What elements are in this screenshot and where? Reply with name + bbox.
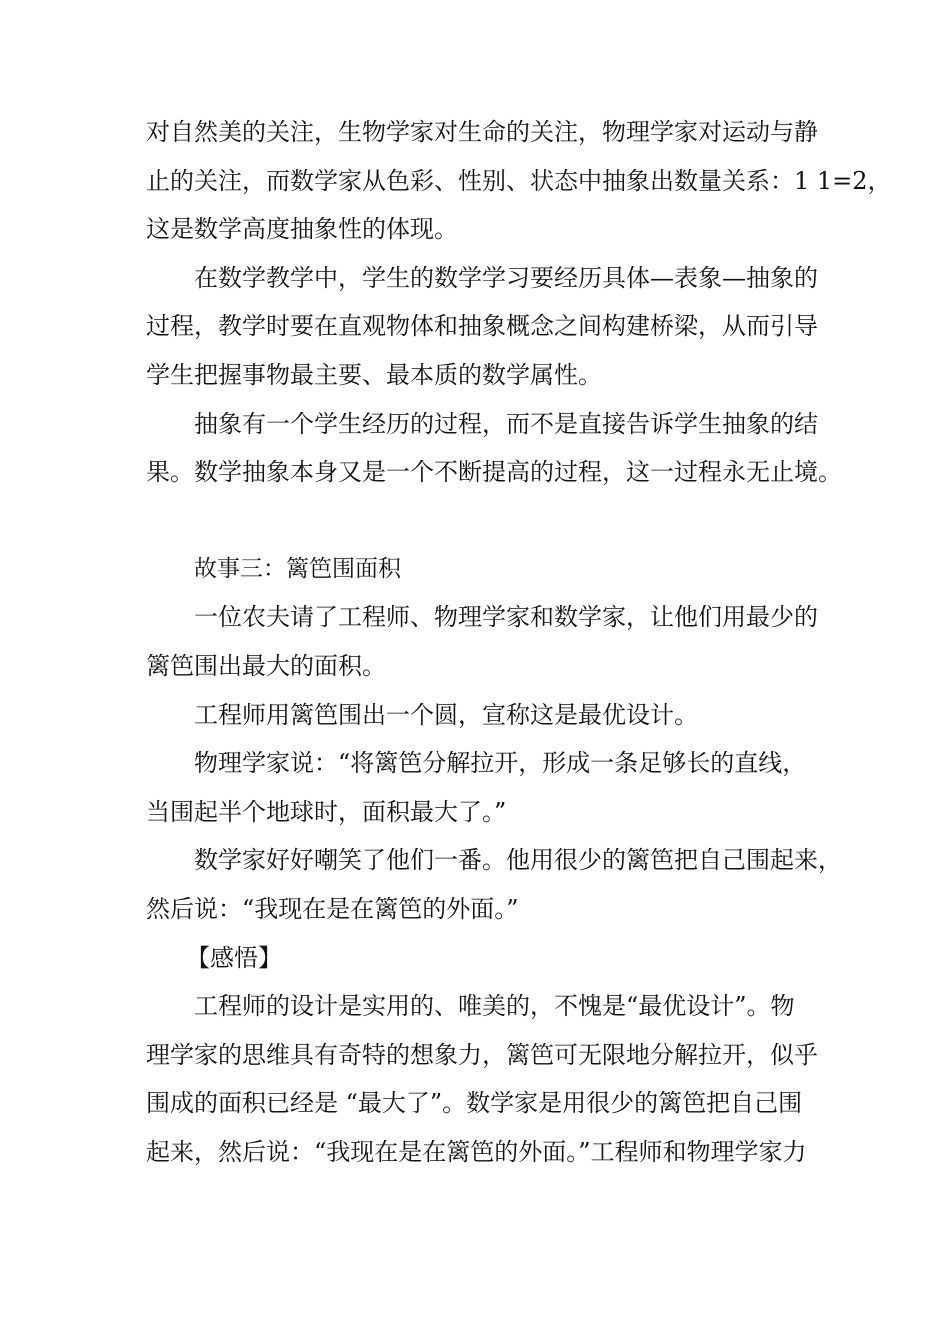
paragraph-insight (146, 982, 818, 1176)
paragraph-mathematician (146, 836, 842, 933)
paragraph-natural-beauty (146, 108, 892, 254)
text-line: 对自然美的关注，生物学家对生命的关注，物理学家对运动与静 (146, 118, 818, 146)
text-line: 起来，然后说：“我现在是在篱笆的外面。”工程师和物理学家力 (146, 1137, 807, 1166)
text-line: 止的关注，而数学家从色彩、性别、状态中抽象出数量关系：1 1=2， (146, 166, 892, 195)
paragraph-math-teaching (146, 254, 818, 400)
section-gap (146, 497, 806, 545)
text-line: 这是数学高度抽象性的体现。 (146, 215, 458, 244)
text-line: 篱笆围出最大的面积。 (146, 651, 386, 680)
text-line: 抽象有一个学生经历的过程，而不是直接告诉学生抽象的结 (194, 409, 818, 438)
story-three-title: 故事三：篱笆围面积 (194, 555, 401, 582)
text-line: 当围起半个地球时，面积最大了。” (146, 797, 507, 826)
text-line: 物理学家说：“将篱笆分解拉开，形成一条足够长的直线， (194, 749, 807, 778)
paragraph-engineer (146, 691, 806, 740)
document-page (146, 108, 892, 1176)
text-line: 工程师的设计是实用的、唯美的，不愧是“最优设计”。物 (194, 992, 795, 1021)
paragraph-farmer (146, 593, 818, 690)
text-line: 理学家的思维具有奇特的想象力，篱笆可无限地分解拉开，似乎 (146, 1040, 818, 1069)
paragraph-abstraction-process (146, 400, 842, 497)
section-heading (146, 545, 806, 594)
insight-label-block (146, 934, 806, 983)
text-line: 然后说：“我现在是在篱笆的外面。” (146, 894, 519, 923)
text-line: 果。数学抽象本身又是一个不断提高的过程，这一过程永无止境。 (146, 458, 842, 487)
text-line: 一位农夫请了工程师、物理学家和数学家，让他们用最少的 (194, 603, 818, 632)
text-line: 工程师用篱笆围出一个圆，宣称这是最优设计。 (194, 700, 698, 729)
text-line: 在数学教学中，学生的数学学习要经历具体—表象—抽象的 (194, 263, 818, 292)
insight-label: 【感悟】 (186, 943, 282, 972)
text-line: 数学家好好嘲笑了他们一番。他用很少的篱笆把自己围起来， (194, 846, 842, 875)
text-line: 学生把握事物最主要、最本质的数学属性。 (146, 360, 602, 389)
text-line: 过程，教学时要在直观物体和抽象概念之间构建桥梁，从而引导 (146, 312, 818, 341)
text-line: 围成的面积已经是 “最大了”。数学家是用很少的篱笆把自己围 (146, 1089, 803, 1118)
paragraph-physicist (146, 739, 806, 836)
